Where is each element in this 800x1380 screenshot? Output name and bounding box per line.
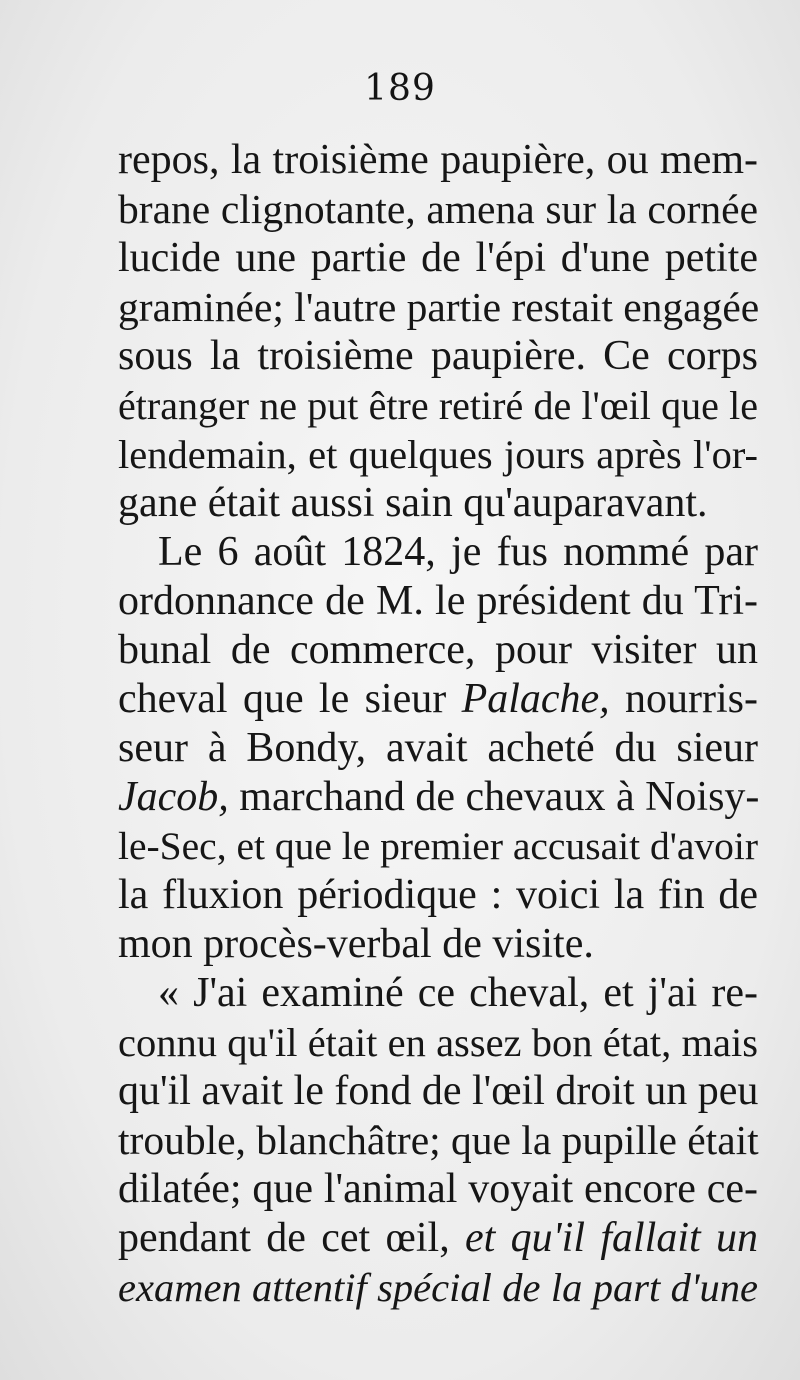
text-line: Jacob, marchand de chevaux à Noisy- [118, 774, 760, 820]
text-line: brane clignotante, amena sur la cornée [118, 186, 758, 232]
body-text [118, 136, 758, 1312]
text-line: cheval que le sieur Palache, nourris- [118, 676, 758, 722]
text-line: bunal de commerce, pour visiter un [118, 627, 758, 673]
text-line: lendemain, et quelques jours après l'or- [118, 432, 758, 477]
text-line: Le 6 août 1824, je fus nommé par [158, 529, 758, 575]
text-line: le-Sec, et que le premier accusait d'avoir [118, 824, 758, 868]
text-line: étranger ne put être retiré de l'œil que le [118, 383, 758, 428]
text-line: connu qu'il était en assez bon état, mais [118, 1020, 758, 1065]
text-line: examen attentif spécial de la part d'une [118, 1265, 758, 1310]
text-line: gane était aussi sain qu'auparavant. [118, 480, 708, 526]
italic-text: et qu'il fallait un [465, 1215, 758, 1261]
text-line: seur à Bondy, avait acheté du sieur [118, 725, 758, 771]
text-line: trouble, blanchâtre; que la pupille était [118, 1117, 759, 1163]
text-line: sous la troisième paupière. Ce corps [118, 333, 758, 379]
text-line: graminée; l'autre partie restait engagée [118, 284, 760, 330]
text-line: qu'il avait le fond de l'œil droit un peu [118, 1068, 759, 1114]
page-number: 189 [364, 68, 436, 109]
text-line: mon procès-verbal de visite. [118, 921, 594, 967]
italic-name: Jacob, [118, 774, 229, 820]
text-line: la fluxion périodique : voici la fin de [118, 872, 758, 918]
italic-name: Palache, [461, 676, 610, 722]
text-line: ordonnance de M. le président du Tri- [118, 578, 758, 624]
text-line: lucide une partie de l'épi d'une petite [118, 235, 758, 281]
text-line: « J'ai examiné ce cheval, et j'ai re- [158, 970, 758, 1016]
text-line: dilatée; que l'animal voyait encore ce- [118, 1166, 758, 1212]
text-line: pendant de cet œil, et qu'il fallait un [118, 1215, 758, 1261]
text-line: repos, la troisième paupière, ou mem- [118, 137, 758, 183]
